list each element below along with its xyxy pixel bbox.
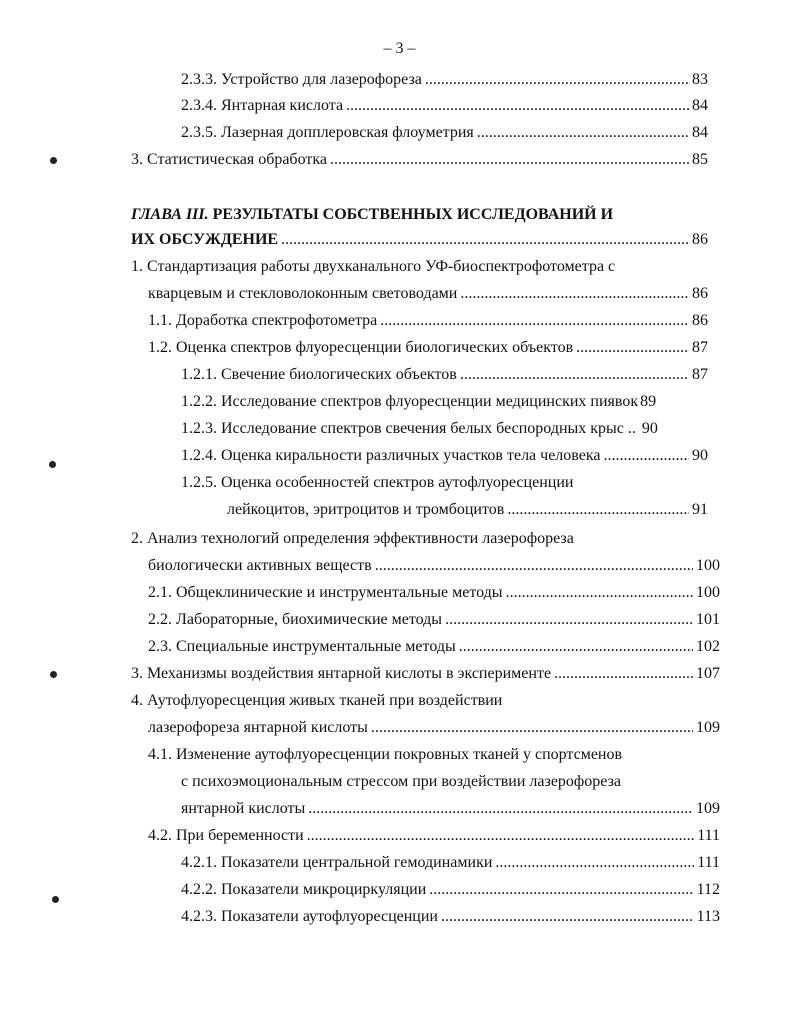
toc-entry: 4.2.3. Показатели аутофлуоресценции . . . 113 bbox=[181, 907, 720, 927]
toc-entry: 2.3. Специальные инструментальные методы . . . 102 bbox=[148, 637, 720, 657]
binder-hole-mark bbox=[49, 461, 56, 468]
toc-entry: 1. Стандартизация работы двухканального УФ-биоспектрофотометра с bbox=[131, 258, 616, 275]
toc-entry: 2.2. Лабораторные, биохимические методы . . . 101 bbox=[148, 610, 720, 630]
toc-entry: кварцевым и стекловолоконным световодами . . . 86 bbox=[148, 284, 708, 304]
toc-entry: 2.3.3. Устройство для лазерофореза . . . 83 bbox=[181, 70, 708, 90]
toc-entry: 4.2. При беременности . . . 111 bbox=[148, 826, 720, 846]
toc-entry: 2.1. Общеклинические и инструментальные методы . . . 100 bbox=[148, 583, 720, 603]
binder-hole-mark bbox=[52, 896, 59, 903]
toc-entry: 2.3.4. Янтарная кислота . . . 84 bbox=[181, 96, 708, 116]
toc-entry: 1.2.2. Исследование спектров флуоресценции медицинских пиявок 89 bbox=[181, 393, 657, 410]
toc-entry: 1.2.5. Оценка особенностей спектров аутофлуоресценции bbox=[181, 474, 574, 491]
toc-entry: лейкоцитов, эритроцитов и тромбоцитов . . . 91 bbox=[227, 500, 708, 520]
toc-entry: 3. Статистическая обработка . . . 85 bbox=[131, 150, 708, 170]
toc-entry: 2. Анализ технологий определения эффективности лазерофореза bbox=[131, 530, 574, 547]
toc-entry: 1.2. Оценка спектров флуоресценции биологических объектов . . . 87 bbox=[148, 338, 708, 358]
toc-entry: 1.2.3. Исследование спектров свечения белых беспородных крыс .. 90 bbox=[181, 420, 658, 437]
page-number: – 3 – bbox=[383, 40, 416, 57]
toc-entry: 4.2.1. Показатели центральной гемодинамики . . . 111 bbox=[181, 853, 720, 873]
toc-entry: 4.2.2. Показатели микроциркуляции . . . 112 bbox=[181, 880, 720, 900]
toc-entry: с психоэмоциональным стрессом при воздействии лазерофореза bbox=[181, 773, 621, 790]
binder-hole-mark bbox=[50, 157, 57, 164]
toc-entry: 4. Аутофлуоресценция живых тканей при воздействии bbox=[131, 692, 503, 709]
binder-hole-mark bbox=[50, 671, 57, 678]
toc-entry: лазерофореза янтарной кислоты . . . 109 bbox=[148, 718, 720, 738]
chapter-heading-line2: ИХ ОБСУЖДЕНИЕ . . . 86 bbox=[131, 230, 708, 250]
toc-entry: биологически активных веществ . . . 100 bbox=[148, 556, 720, 576]
toc-entry: 2.3.5. Лазерная допплеровская флоуметрия . . . 84 bbox=[181, 123, 708, 143]
toc-entry: 3. Механизмы воздействия янтарной кислоты в эксперименте . . . 107 bbox=[131, 664, 720, 684]
toc-entry: 1.2.4. Оценка киральности различных участков тела человека . . . 90 bbox=[181, 446, 708, 466]
toc-entry: 1.1. Доработка спектрофотометра . . . 86 bbox=[148, 311, 708, 331]
toc-entry: 1.2.1. Свечение биологических объектов . . . 87 bbox=[181, 365, 708, 385]
chapter-heading: ГЛАВА III. РЕЗУЛЬТАТЫ СОБСТВЕННЫХ ИССЛЕДОВАНИЙ И bbox=[131, 206, 614, 223]
toc-entry: 4.1. Изменение аутофлуоресценции покровных тканей у спортсменов bbox=[148, 746, 623, 763]
toc-entry: янтарной кислоты . . . 109 bbox=[181, 799, 720, 819]
